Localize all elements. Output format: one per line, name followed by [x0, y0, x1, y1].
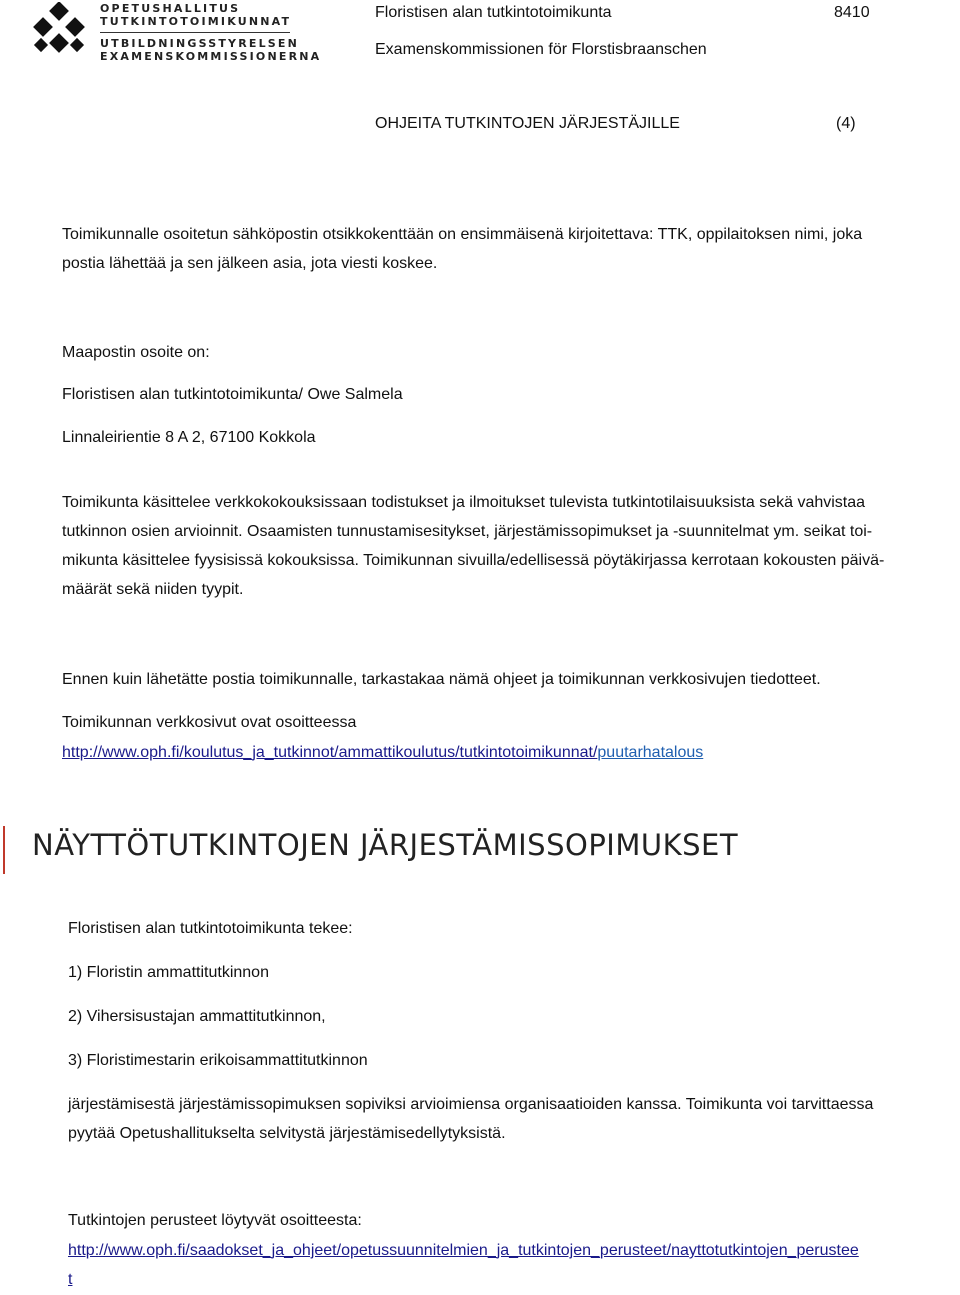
logo-line-2: TUTKINTOTOIMIKUNNAT — [100, 15, 292, 28]
section-accent-bar — [3, 826, 5, 874]
meeting-paragraph-line-1: Toimikunta käsittelee verkkokokouksissaan todistukset ja ilmoitukset tulevista tutkintotilaisuuksista sekä vahvistaa — [62, 494, 866, 511]
perusteet-intro: Tutkintojen perusteet löytyvät osoitteesta: — [68, 1212, 362, 1229]
diamond-logo-icon — [28, 2, 92, 66]
perusteet-link-continuation[interactable]: t — [68, 1271, 73, 1288]
header-subtitle: OHJEITA TUTKINTOJEN JÄRJESTÄJILLE — [375, 115, 680, 132]
section-title: NÄYTTÖTUTKINTOJEN JÄRJESTÄMISSOPIMUKSET — [32, 828, 739, 862]
website-link[interactable] — [62, 738, 703, 768]
meeting-paragraph-line-3: mikunta käsittelee fyysisissä kokouksissa. Toimikunnan sivuilla/edellisessä pöytäkirjassa kerrotaan kokousten päivä- — [62, 552, 885, 569]
logo-line-4: EXAMENSKOMMISSIONERNA — [100, 50, 322, 63]
address-name: Floristisen alan tutkintotoimikunta/ Owe Salmela — [62, 386, 403, 403]
list-item: 1) Floristin ammattitutkinnon — [68, 964, 269, 981]
agreement-paragraph-line-2: pyytää Opetushallitukselta selvitystä järjestämisedellytyksistä. — [68, 1125, 506, 1142]
meeting-paragraph-line-2: tutkinnon osien arvioinnit. Osaamisten tunnustamisesitykset, järjestämissopimukset ja -suunnitelmat ym. seikat toi- — [62, 523, 873, 540]
list-item: 3) Floristimestarin erikoisammattitutkinnon — [68, 1052, 368, 1069]
header-code: 8410 — [834, 4, 870, 21]
logo — [28, 2, 322, 66]
check-paragraph-line-2: Toimikunnan verkkosivut ovat osoitteessa — [62, 714, 357, 731]
check-paragraph-line-1: Ennen kuin lähetätte postia toimikunnalle, tarkastakaa nämä ohjeet ja toimikunnan verkkosivujen tiedotteet. — [62, 671, 821, 688]
logo-line-3: UTBILDNINGSSTYRELSEN — [100, 37, 300, 50]
agreement-paragraph-line-1: järjestämisestä järjestämissopimuksen sopiviksi arvioimiensa organisaatioiden kanssa. Toimikunta voi tarvittaessa — [68, 1096, 874, 1113]
logo-divider — [100, 32, 290, 33]
perusteet-link-line-2[interactable] — [68, 1265, 72, 1295]
email-paragraph-line-2: postia lähettää ja sen jälkeen asia, jota viesti koskee. — [62, 255, 438, 272]
meeting-paragraph — [62, 488, 942, 604]
address-intro: Maapostin osoite on: — [62, 344, 210, 361]
agreement-paragraph — [68, 1090, 948, 1148]
website-link-part-2[interactable]: puutarhatalous — [597, 744, 704, 761]
logo-line-1: OPETUSHALLITUS — [100, 2, 241, 15]
section-intro: Floristisen alan tutkintotoimikunta tekee: — [68, 920, 353, 937]
perusteet-link-line-1[interactable] — [68, 1236, 859, 1266]
header-title-sv: Examenskommissionen för Florstisbraanschen — [375, 41, 707, 58]
website-link-part-1[interactable]: http://www.oph.fi/koulutus_ja_tutkinnot/ammattikoulutus/tutkintotoimikunnat/ — [62, 744, 598, 761]
list-item: 2) Vihersisustajan ammattitutkinnon, — [68, 1008, 326, 1025]
address-street: Linnaleirientie 8 A 2, 67100 Kokkola — [62, 429, 316, 446]
email-paragraph-line-1: Toimikunnalle osoitetun sähköpostin otsikkokenttään on ensimmäisenä kirjoitettava: TTK, oppilaitoksen nimi, joka — [62, 226, 863, 243]
meeting-paragraph-line-4: määrät sekä niiden tyypit. — [62, 581, 244, 598]
header-title-fi: Floristisen alan tutkintotoimikunta — [375, 4, 612, 21]
perusteet-link[interactable]: http://www.oph.fi/saadokset_ja_ohjeet/opetussuunnitelmien_ja_tutkintojen_perusteet/nayttotutkintojen_perustee — [68, 1242, 859, 1259]
email-paragraph — [62, 220, 942, 278]
header-page: (4) — [836, 115, 856, 132]
